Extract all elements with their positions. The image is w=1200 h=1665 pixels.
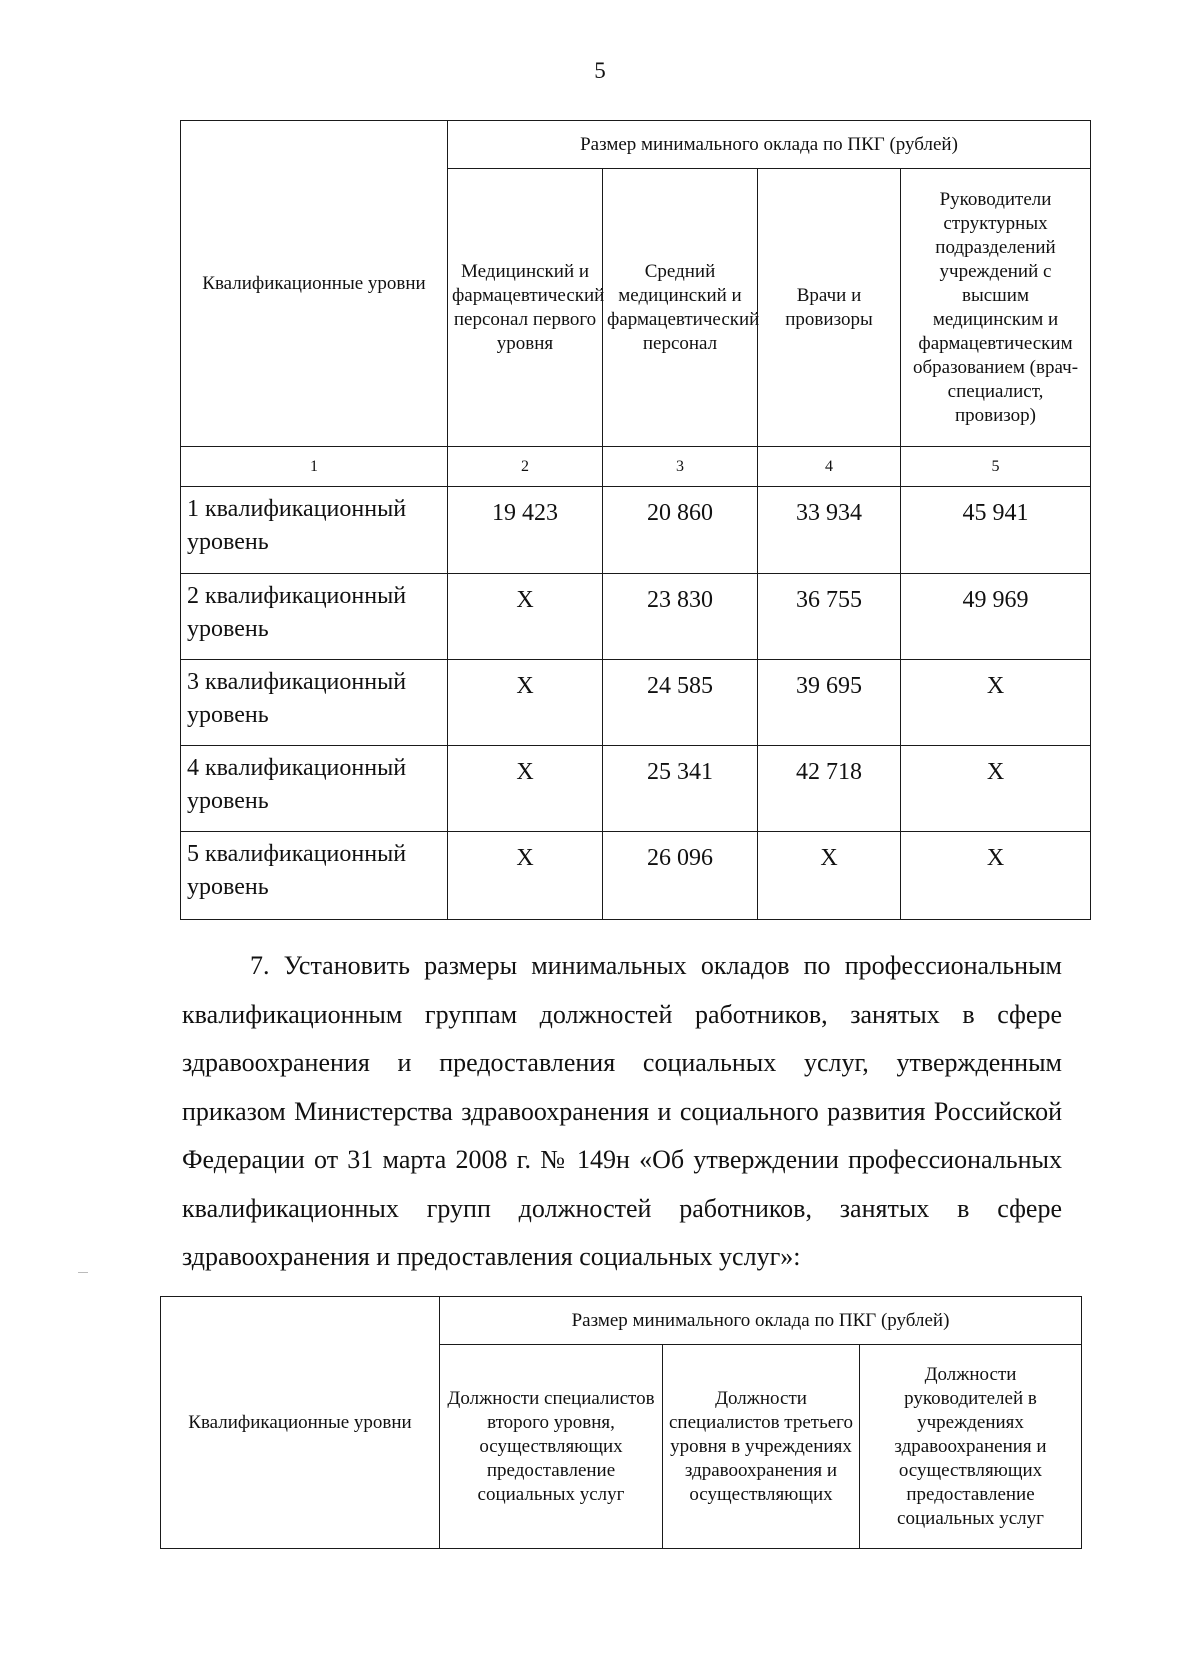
salary-value: Х [901,746,1091,832]
level-cell: 1 квалификационный уровень [181,487,448,574]
salary-value: 45 941 [901,487,1091,574]
salary-value: 25 341 [603,746,758,832]
column-header: Должности специалистов второго уровня, осуществляющих предоставление социальных услуг [440,1345,663,1549]
salary-value: Х [448,660,603,746]
salary-table-social [160,1296,1082,1549]
salary-value: 24 585 [603,660,758,746]
level-cell: 2 квалификационный уровень [181,574,448,660]
salary-value: 39 695 [758,660,901,746]
column-number: 5 [901,447,1091,487]
column-number: 2 [448,447,603,487]
salary-value: 19 423 [448,487,603,574]
column-header: Врачи и провизоры [758,169,901,447]
paragraph-item-7: 7. Установить размеры минимальных окладов по профессиональным квалификационным группам должностей работников, занятых в сфере здравоохранения и предоставления социальных услуг, утвержденным приказом Министерства здравоохранения и социального развития Российской Федерации от 31 марта 2008 г. № 149н «Об утверждении профессиональных квалификационных групп должностей работников, занятых в сфере здравоохранения и предоставления социальных услуг»: [182,951,1062,1271]
table-row [181,660,1091,746]
table-row [181,487,1091,574]
salary-table-medical [180,120,1091,920]
level-cell: 3 квалификационный уровень [181,660,448,746]
table-row [181,746,1091,832]
salary-value: 33 934 [758,487,901,574]
column-number: 1 [181,447,448,487]
salary-value: Х [901,832,1091,920]
salary-value: Х [901,660,1091,746]
header-qualification-levels: Квалификационные уровни [161,1297,440,1549]
column-number: 3 [603,447,758,487]
salary-value: 26 096 [603,832,758,920]
column-header: Средний медицинский и фармацевтический персонал [603,169,758,447]
table-row [181,832,1091,920]
salary-value: Х [448,574,603,660]
salary-value: Х [448,746,603,832]
salary-value: Х [758,832,901,920]
header-qualification-levels: Квалификационные уровни [181,121,448,447]
column-header: Медицинский и фармацевтический персонал первого уровня [448,169,603,447]
salary-value: 42 718 [758,746,901,832]
column-header: Должности руководителей в учреждениях здравоохранения и осуществляющих предоставление социальных услуг [860,1345,1082,1549]
column-number: 4 [758,447,901,487]
salary-value: Х [448,832,603,920]
margin-mark [78,1272,88,1273]
salary-value: 49 969 [901,574,1091,660]
header-min-salary: Размер минимального оклада по ПКГ (рублей) [448,121,1091,169]
table-row [181,574,1091,660]
column-header: Руководители структурных подразделений учреждений с высшим медицинским и фармацевтическим образованием (врач-специалист, провизор) [901,169,1091,447]
salary-value: 23 830 [603,574,758,660]
page-number: 5 [594,58,606,83]
salary-value: 36 755 [758,574,901,660]
header-min-salary: Размер минимального оклада по ПКГ (рублей) [440,1297,1082,1345]
level-cell: 5 квалификационный уровень [181,832,448,920]
salary-value: 20 860 [603,487,758,574]
level-cell: 4 квалификационный уровень [181,746,448,832]
column-header: Должности специалистов третьего уровня в учреждениях здравоохранения и осуществляющих [663,1345,860,1549]
